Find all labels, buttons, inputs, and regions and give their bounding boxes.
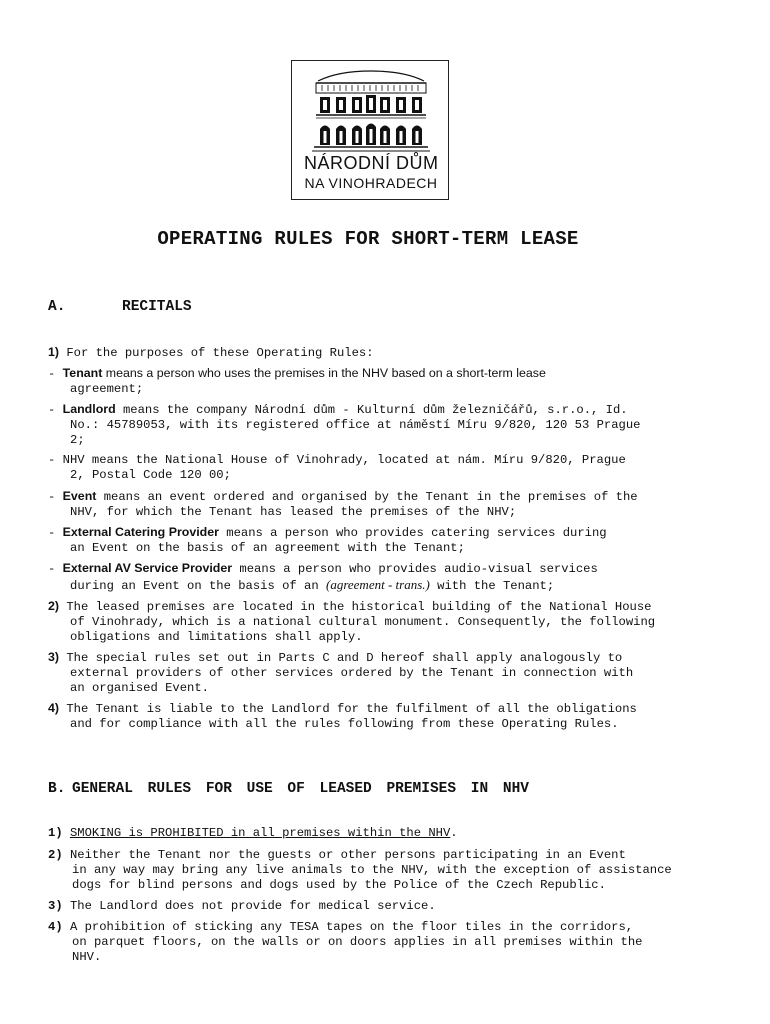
definition-text: means an event ordered and organised by the Tenant in the premises of the	[96, 490, 638, 504]
section-a-heading	[48, 300, 192, 315]
definition-text: means a person who provides audio-visual services	[232, 562, 598, 576]
section-title: GENERAL RULES FOR USE OF LEASED PREMISES IN NHV	[72, 781, 529, 797]
item-text: The special rules set out in Parts C and D hereof shall apply analogously to	[66, 651, 623, 665]
rule-4	[48, 920, 690, 965]
definition-text-end: with the Tenant;	[429, 579, 555, 593]
item-text-cont: and for compliance with all the rules following from these Operating Rules.	[70, 717, 619, 731]
definition-landlord	[48, 402, 690, 448]
bullet-dash: -	[48, 526, 56, 540]
defined-term: External AV Service Provider	[62, 561, 233, 575]
bullet-dash: -	[48, 490, 56, 504]
page-title: OPERATING RULES FOR SHORT-TERM LEASE	[157, 228, 579, 250]
item-number: 4)	[48, 701, 60, 715]
item-number: 4)	[48, 920, 63, 934]
recital-4	[48, 701, 690, 732]
item-number: 2)	[48, 848, 63, 862]
definition-text-cont: No.: 45789053, with its registered office at náměstí Míru 9/820, 120 53 Prague	[70, 418, 641, 432]
item-number: 1)	[48, 826, 63, 840]
item-number: 1)	[48, 345, 60, 359]
recital-1	[48, 345, 690, 361]
bullet-dash: -	[48, 367, 56, 381]
logo-name: NÁRODNÍ DŮM	[304, 153, 439, 173]
item-text: The leased premises are located in the historical building of the National House	[66, 600, 652, 614]
item-number: 3)	[48, 650, 60, 664]
item-text: The Tenant is liable to the Landlord for the fulfilment of all the obligations	[66, 702, 637, 716]
definition-text: means the company Národní dům - Kulturní dům železničářů, s.r.o., Id.	[115, 403, 628, 417]
item-text-cont: in any way may bring any live animals to the NHV, with the exception of assistance	[72, 863, 672, 877]
building-facade-icon	[308, 67, 434, 153]
recital-2	[48, 599, 690, 645]
item-text-cont: dogs for blind persons and dogs used by the Police of the Czech Republic.	[72, 878, 606, 892]
definition-nhv	[48, 453, 690, 483]
item-text-cont: NHV.	[72, 950, 102, 964]
defined-term: Landlord	[62, 402, 116, 416]
item-number: 3)	[48, 899, 63, 913]
section-letter: A.	[48, 299, 66, 315]
recital-3	[48, 650, 690, 696]
section-b-heading	[48, 782, 529, 797]
bullet-dash: -	[48, 403, 56, 417]
translator-note: (agreement - trans.)	[325, 577, 430, 592]
bullet-dash: -	[48, 453, 56, 467]
rule-3	[48, 899, 690, 914]
item-text: For the purposes of these Operating Rules:	[66, 346, 374, 360]
item-text: The Landlord does not provide for medical service.	[69, 899, 436, 913]
item-text-cont: an organised Event.	[70, 681, 209, 695]
item-text-cont: on parquet floors, on the walls or on doors applies in all premises within the	[72, 935, 643, 949]
definition-catering-provider	[48, 525, 690, 556]
logo-subname: NA VINOHRADECH	[304, 175, 438, 191]
item-number: 2)	[48, 599, 60, 613]
defined-term: Event	[62, 489, 97, 503]
rule-2	[48, 848, 690, 893]
definition-text-cont: during an Event on the basis of an	[70, 579, 326, 593]
item-text-cont: of Vinohrady, which is a national cultural monument. Consequently, the following	[70, 615, 656, 629]
item-text: A prohibition of sticking any TESA tapes on the floor tiles in the corridors,	[69, 920, 634, 934]
definition-text-cont: agreement;	[70, 382, 144, 396]
definition-text-cont: NHV, for which the Tenant has leased the premises of the NHV;	[70, 505, 517, 519]
defined-term: External Catering Provider	[62, 525, 219, 539]
rule-1	[48, 826, 690, 841]
item-text: SMOKING is PROHIBITED in all premises within the NHV	[69, 826, 451, 840]
section-letter: B.	[48, 781, 66, 797]
bullet-dash: -	[48, 562, 56, 576]
definition-text: means a person who provides catering services during	[218, 526, 607, 540]
definition-text-cont: 2;	[70, 433, 85, 447]
definition-text-cont: 2, Postal Code 120 00;	[70, 468, 231, 482]
item-text-cont: external providers of other services ordered by the Tenant in connection with	[70, 666, 634, 680]
item-text: Neither the Tenant nor the guests or other persons participating in an Event	[69, 848, 626, 862]
item-text-end: .	[450, 826, 458, 840]
logo	[291, 60, 449, 200]
definition-event	[48, 489, 690, 520]
item-text-cont: obligations and limitations shall apply.	[70, 630, 363, 644]
definition-text-cont: an Event on the basis of an agreement with the Tenant;	[70, 541, 465, 555]
definition-av-provider	[48, 561, 690, 594]
definition-text: means a person who uses the premises in the NHV based on a short-term lease	[102, 366, 546, 380]
definition-text: NHV means the National House of Vinohrady, located at nám. Míru 9/820, Prague	[62, 453, 626, 467]
definition-tenant	[48, 366, 690, 397]
section-title: RECITALS	[122, 299, 192, 315]
defined-term: Tenant	[62, 366, 103, 380]
